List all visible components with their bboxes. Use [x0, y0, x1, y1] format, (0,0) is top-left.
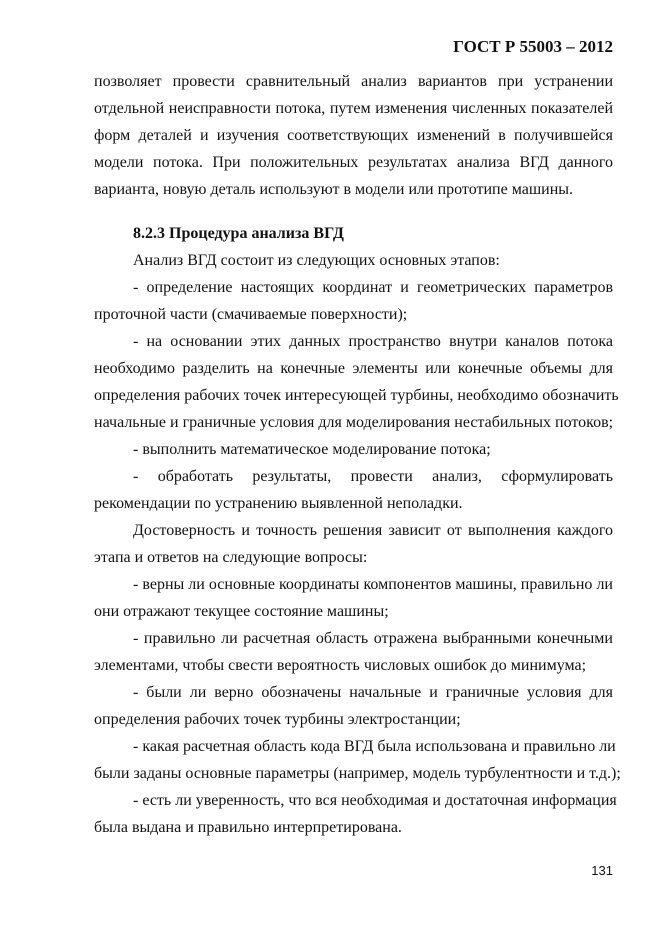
paragraph: [94, 68, 613, 203]
text-line: - обработать результаты, провести анализ, сформулировать: [133, 468, 613, 485]
text-line: - верны ли основные координаты компонентов машины, правильно ли: [133, 576, 613, 593]
text-line: рекомендации по устранению выявленной неполадки.: [94, 495, 463, 512]
paragraph: [94, 274, 613, 328]
text-line: - правильно ли расчетная область отражена выбранными конечными: [133, 630, 613, 647]
paragraph: [94, 436, 613, 463]
text-line: Анализ ВГД состоит из следующих основных этапов:: [133, 252, 500, 269]
text-line: они отражают текущее состояние машины;: [94, 603, 389, 620]
section-heading: [94, 220, 613, 247]
paragraph: [94, 247, 613, 274]
text-line: варианта, новую деталь используют в модели или прототипе машины.: [94, 181, 574, 198]
document-header: ГОСТ Р 55003 – 2012: [453, 37, 613, 56]
paragraph: [94, 733, 621, 787]
text-line: была выдана и правильно интерпретирована.: [94, 819, 402, 836]
text-line: позволяет провести сравнительный анализ вариантов при устранении: [94, 73, 613, 90]
text-line: модели потока. При положительных результатах анализа ВГД данного: [94, 154, 613, 171]
text-line: Достоверность и точность решения зависит от выполнения каждого: [133, 522, 613, 539]
text-line: определения рабочих точек интересующей турбины, необходимо обозначить: [94, 387, 619, 404]
text-line: были заданы основные параметры (например, модель турбулентности и т.д.);: [94, 765, 621, 782]
text-line: - есть ли уверенность, что вся необходимая и достаточная информация: [133, 792, 617, 809]
paragraph: [94, 463, 613, 517]
paragraph: [94, 328, 619, 436]
text-line: - определение настоящих координат и геометрических параметров: [133, 279, 613, 296]
text-line: - выполнить математическое моделирование потока;: [133, 441, 491, 458]
text-line: элементами, чтобы свести вероятность числовых ошибок до минимума;: [94, 657, 587, 674]
text-line: определения рабочих точек турбины электростанции;: [94, 711, 461, 728]
paragraph: [94, 787, 617, 841]
text-line: форм деталей и изучения соответствующих изменений в получившейся: [94, 127, 613, 144]
page-number: 131: [591, 863, 613, 878]
paragraph: [94, 679, 613, 733]
text-line: - были ли верно обозначены начальные и граничные условия для: [133, 684, 613, 701]
text-line: этапа и ответов на следующие вопросы:: [94, 549, 368, 566]
paragraph: [94, 571, 613, 625]
text-line: отдельной неисправности потока, путем изменения численных показателей: [94, 100, 613, 117]
text-line: - на основании этих данных пространство внутри каналов потока: [133, 333, 613, 350]
text-line: необходимо разделить на конечные элементы или конечные объемы для: [94, 360, 613, 377]
paragraph: [94, 517, 613, 571]
document-body: [94, 68, 621, 841]
text-line: - какая расчетная область кода ВГД была использована и правильно ли: [133, 738, 616, 755]
text-line: 8.2.3 Процедура анализа ВГД: [133, 225, 344, 242]
text-line: проточной части (смачиваемые поверхности);: [94, 306, 408, 323]
paragraph: [94, 625, 613, 679]
text-line: начальные и граничные условия для моделирования нестабильных потоков;: [94, 414, 614, 431]
